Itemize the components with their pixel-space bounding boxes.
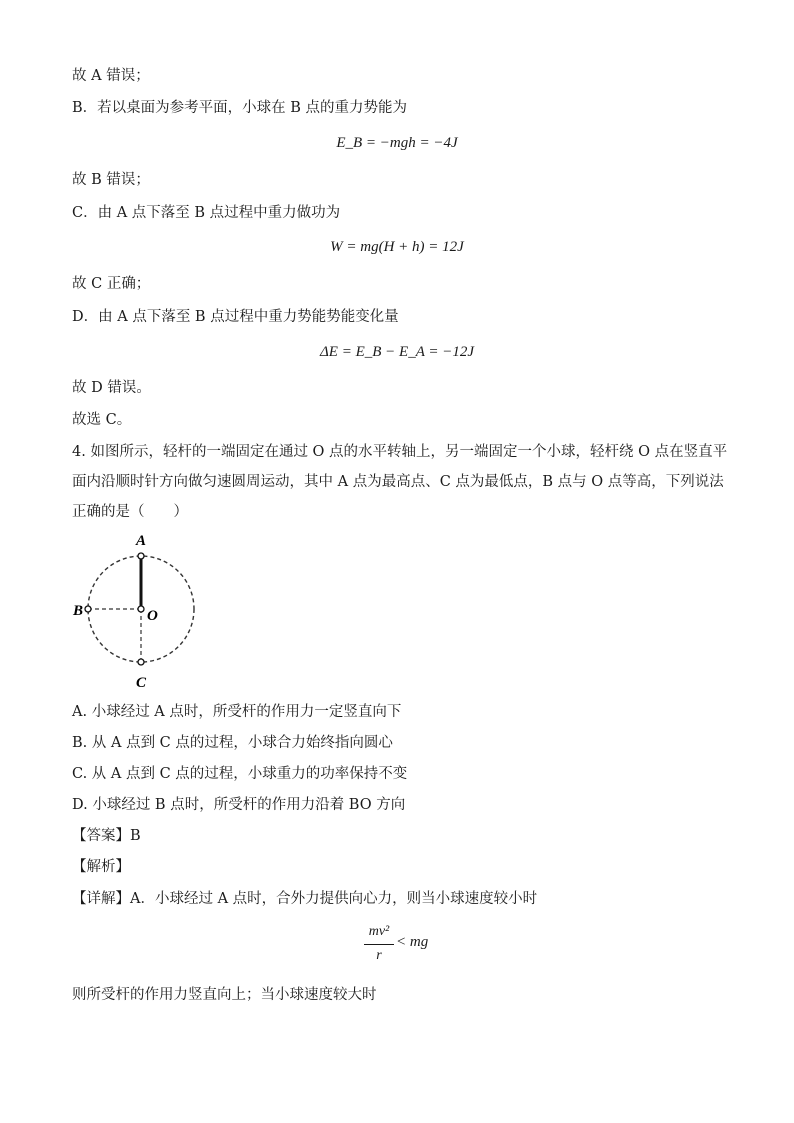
point-C: [138, 659, 144, 665]
point-O: [138, 606, 144, 612]
text-line: C．由 A 点下落至 B 点过程中重力做功为: [72, 205, 341, 221]
question-text: 4. 如图所示，轻杆的一端固定在通过 O 点的水平转轴上，另一端固定一个小球，轻杆绕 O 点在竖直平面内沿顺时针方向做匀速圆周运动，其中 A 点为最高点、C 点为最低点，B 点与 O 点等高，下列说法正确的是（ ）: [72, 444, 728, 520]
fraction-equation: [360, 922, 440, 972]
label-C: C: [136, 675, 147, 690]
text-line: B．若以桌面为参考平面，小球在 B 点的重力势能为: [72, 100, 408, 116]
fraction-bar: [364, 944, 394, 945]
option-b: B. 从 A 点到 C 点的过程，小球合力始终指向圆心: [72, 735, 393, 751]
equation: E_B = −mgh = −4J: [336, 135, 458, 151]
label-A: A: [136, 533, 147, 549]
text-line: 故 A 错误；: [72, 68, 150, 84]
option-d: D. 小球经过 B 点时，所受杆的作用力沿着 BO 方向: [72, 797, 406, 813]
text-line: 故 C 正确；: [72, 276, 151, 292]
detail-text: 【详解】A．小球经过 A 点时，合外力提供向心力，则当小球速度较小时: [72, 891, 538, 907]
text-line: D．由 A 点下落至 B 点过程中重力势能势能变化量: [72, 309, 399, 325]
text-line: 故 B 错误；: [72, 172, 150, 188]
text-line: 则所受杆的作用力竖直向上；当小球速度较大时: [72, 987, 377, 1003]
point-A: [138, 553, 144, 559]
fraction-denominator: r: [376, 948, 382, 963]
option-c: C. 从 A 点到 C 点的过程，小球重力的功率保持不变: [72, 766, 408, 782]
option-a: A. 小球经过 A 点时，所受杆的作用力一定竖直向下: [72, 704, 402, 720]
circle-diagram: [66, 530, 206, 690]
equation: ΔE = E_B − E_A = −12J: [320, 344, 474, 360]
analysis-label: 【解析】: [72, 859, 130, 875]
text-line: 故选 C。: [72, 412, 132, 428]
equation: W = mg(H + h) = 12J: [330, 239, 464, 255]
fraction-comparison: < mg: [396, 934, 429, 950]
text-line: 故 D 错误。: [72, 380, 151, 396]
fraction-numerator: mv²: [368, 924, 390, 939]
point-B: [85, 606, 91, 612]
label-B: B: [73, 603, 84, 619]
label-O: O: [147, 608, 158, 624]
answer-label: 【答案】B: [72, 828, 141, 844]
